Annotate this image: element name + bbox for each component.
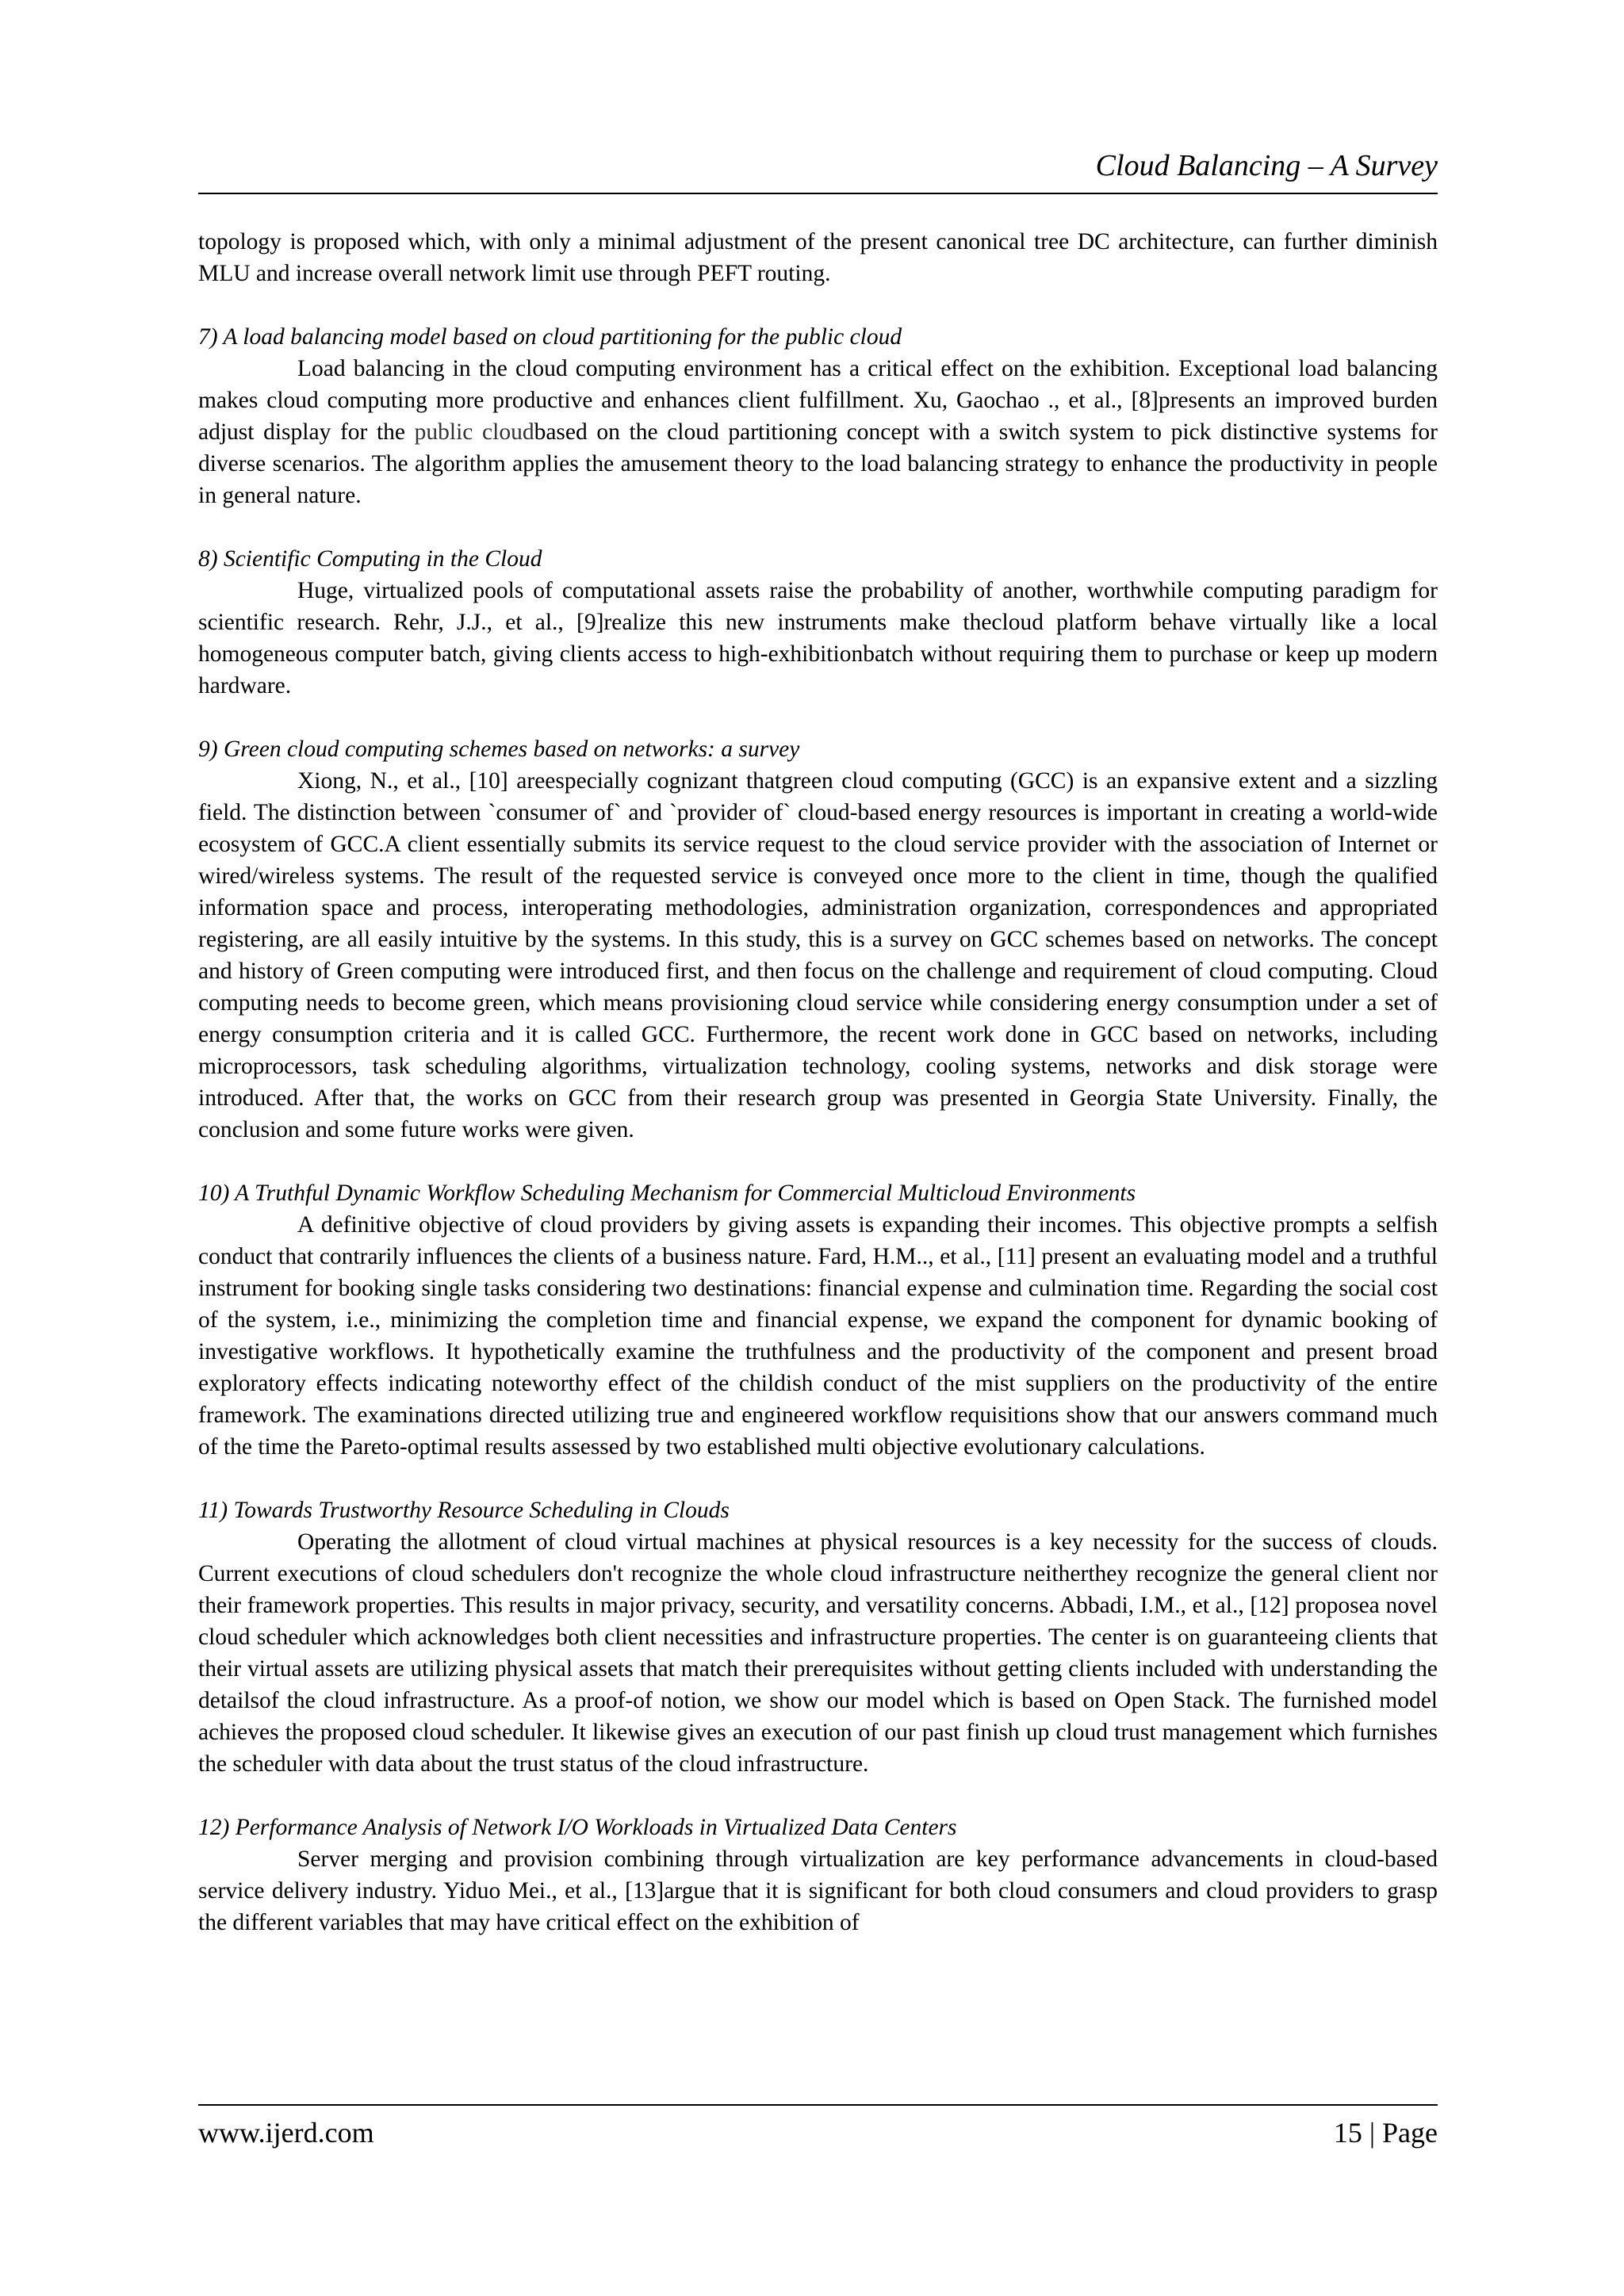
section-body-7 bbox=[198, 353, 1438, 511]
section-body-7-part-2: based on the cloud partitioning concept with a switch system to pick distinctive systems for diverse scenarios. The algorithm applies the amusement theory to the load balancing strategy to enhance the productivity in people in general nature. bbox=[198, 419, 1438, 508]
section-heading-11: 11) Towards Trustworthy Resource Scheduling in Clouds bbox=[198, 1498, 730, 1523]
section-body-10: A definitive objective of cloud providers by giving assets is expanding their incomes. This objective prompts a selfish conduct that contrarily influences the clients of a business nature. Fard, H.M.., et al., [11] present an evaluating model and a truthful instrument for booking single tasks considering two destinations: financial expense and culmination time. Regarding the social cost of the system, i.e., minimizing the completion time and financial expense, we expand the component for dynamic booking of investigative workflows. It hypothetically examine the truthfulness and the productivity of the component and present broad exploratory effects indicating noteworthy effect of the childish conduct of the mist suppliers on the productivity of the entire framework. The examinations directed utilizing true and engineered workflow requisitions show that our answers command much of the time the Pareto-optimal results assessed by two established multi objective evolutionary calculations. bbox=[198, 1212, 1438, 1460]
main-content bbox=[198, 226, 1438, 1938]
section-heading-12: 12) Performance Analysis of Network I/O Workloads in Virtualized Data Centers bbox=[198, 1815, 957, 1840]
section-heading-9: 9) Green cloud computing schemes based on networks: a survey bbox=[198, 737, 800, 762]
intro-paragraph: topology is proposed which, with only a minimal adjustment of the present canonical tree DC architecture, can further diminish MLU and increase overall network limit use through PEFT routing. bbox=[198, 229, 1438, 286]
section-body-9: Xiong, N., et al., [10] areespecially cognizant thatgreen cloud computing (GCC) is an expansive extent and a sizzling field. The distinction between `consumer of` and `provider of` cloud-based energy resources is important in creating a world-wide ecosystem of GCC.A client essentially submits its service request to the cloud service provider with the association of Internet or wired/wireless systems. The result of the requested service is conveyed once more to the client in time, though the qualified information space and process, interoperating methodologies, administration organization, correspondences and appropriated registering, are all easily intuitive by the systems. In this study, this is a survey on GCC schemes based on networks. The concept and history of Green computing were introduced first, and then focus on the challenge and requirement of cloud computing. Cloud computing needs to become green, which means provisioning cloud service while considering energy consumption under a set of energy consumption criteria and it is called GCC. Furthermore, the recent work done in GCC based on networks, including microprocessors, task scheduling algorithms, virtualization technology, cooling systems, networks and disk storage were introduced. After that, the works on GCC from their research group was presented in Georgia State University. Finally, the conclusion and some future works were given. bbox=[198, 768, 1438, 1142]
public-cloud-link[interactable]: public cloud bbox=[414, 419, 534, 445]
running-title: Cloud Balancing – A Survey bbox=[1095, 149, 1438, 182]
section-heading-8: 8) Scientific Computing in the Cloud bbox=[198, 546, 542, 572]
section-heading-7: 7) A load balancing model based on cloud partitioning for the public cloud bbox=[198, 324, 902, 350]
section-body-12: Server merging and provision combining through virtualization are key performance advancements in cloud-based service delivery industry. Yiduo Mei., et al., [13]argue that it is significant for both cloud consumers and cloud providers to grasp the different variables that may have critical effect on the exhibition of bbox=[198, 1846, 1438, 1935]
section-body-7-part-1: Load balancing in the cloud computing environment has a critical effect on the exhibition. Exceptional load balancing makes cloud computing more productive and enhances client fulfillment. Xu, Gaochao ., et al., [8]presents an improved burden adjust display for the bbox=[198, 356, 1438, 445]
section-body-11: Operating the allotment of cloud virtual machines at physical resources is a key necessity for the success of clouds. Current executions of cloud schedulers don't recognize the whole cloud infrastructure neitherthey recognize the general client nor their framework properties. This results in major privacy, security, and versatility concerns. Abbadi, I.M., et al., [12] proposea novel cloud scheduler which acknowledges both client necessities and infrastructure properties. The center is on guaranteeing clients that their virtual assets are utilizing physical assets that match their prerequisites without getting clients included with understanding the detailsof the cloud infrastructure. As a proof-of notion, we show our model which is based on Open Stack. The furnished model achieves the proposed cloud scheduler. It likewise gives an execution of our past finish up cloud trust management which furnishes the scheduler with data about the trust status of the cloud infrastructure. bbox=[198, 1529, 1438, 1777]
footer-site-link[interactable]: www.ijerd.com bbox=[198, 2117, 374, 2149]
footer-rule bbox=[198, 2104, 1438, 2106]
document-page bbox=[198, 0, 1438, 2296]
header-rule bbox=[198, 193, 1438, 194]
section-body-8: Huge, virtualized pools of computational assets raise the probability of another, worthwhile computing paradigm for scientific research. Rehr, J.J., et al., [9]realize this new instruments make thecloud platform behave virtually like a local homogeneous computer batch, giving clients access to high-exhibitionbatch without requiring them to purchase or keep up modern hardware. bbox=[198, 578, 1438, 698]
section-heading-10: 10) A Truthful Dynamic Workflow Scheduling Mechanism for Commercial Multicloud Environments bbox=[198, 1181, 1136, 1206]
page-number: 15 | Page bbox=[1333, 2117, 1438, 2149]
